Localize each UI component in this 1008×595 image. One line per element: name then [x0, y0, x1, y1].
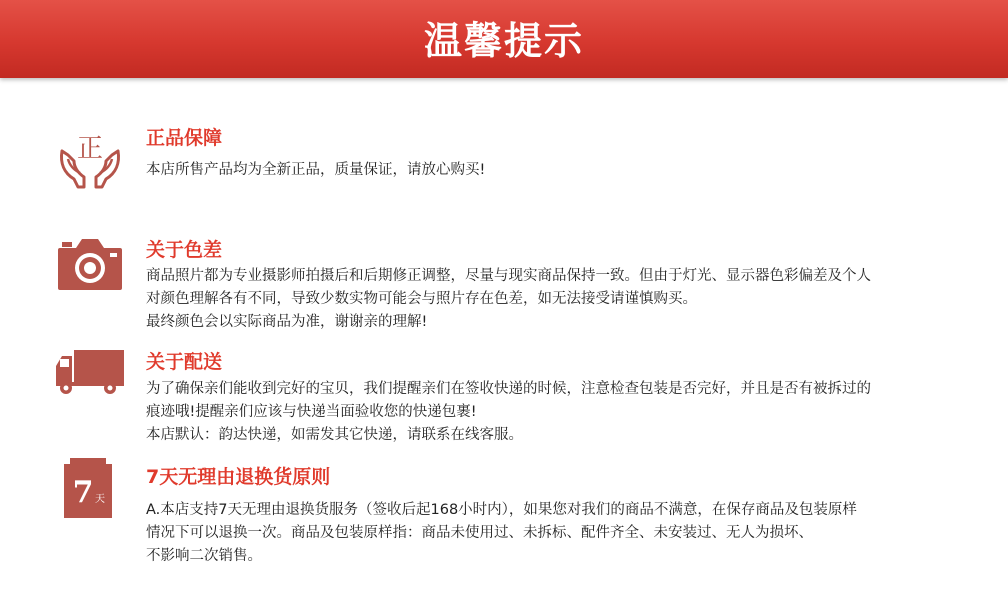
body-line: 不影响二次销售。	[146, 548, 262, 564]
truck-icon	[52, 340, 128, 400]
section-body	[146, 159, 984, 182]
body-line: 商品照片都为专业摄影师拍摄后和后期修正调整，尽量与现实商品保持一致。但由于灯光、显示器色彩偏差及个人	[146, 268, 871, 284]
section-body	[146, 265, 984, 334]
seven-day-calendar-icon	[60, 456, 116, 522]
body-line: 痕迹哦!提醒亲们应该与快递当面验收您的快递包裹!	[146, 404, 477, 420]
body-line: 最终颜色会以实际商品为准，谢谢亲的理解!	[146, 314, 428, 330]
authentic-hands-icon	[52, 121, 128, 197]
header-banner	[0, 0, 1008, 78]
svg-text:正: 正	[76, 134, 104, 164]
body-line: 情况下可以退换一次。商品及包装原样指：商品未使用过、未拆标、配件齐全、未安装过、无人为损坏、	[146, 525, 813, 541]
body-line: 本店所售产品均为全新正品，质量保证，请放心购买!	[146, 162, 486, 178]
body-line: 本店默认：韵达快递，如需发其它快递，请联系在线客服。	[146, 427, 523, 443]
section-title: 关于配送	[146, 351, 223, 373]
body-line: A.本店支持7天无理由退换货服务（签收后起168小时内），如果您对我们的商品不满意，在保存商品及包装原样	[146, 502, 857, 518]
section-title: 关于色差	[146, 239, 223, 261]
svg-text:7: 7	[72, 475, 94, 510]
body-line: 对颜色理解各有不同，导致少数实物可能会与照片存在色差，如无法接受请谨慎购买。	[146, 291, 697, 307]
page-title: 温馨提示	[423, 18, 584, 63]
section-body	[146, 499, 984, 568]
section-body	[146, 378, 984, 447]
section-title: 正品保障	[146, 127, 223, 149]
section-title: 7天无理由退换货原则	[146, 466, 331, 488]
svg-text:天: 天	[95, 494, 105, 505]
body-line: 为了确保亲们能收到完好的宝贝，我们提醒亲们在签收快递的时候，注意检查包装是否完好，并且是否有被拆过的	[146, 381, 871, 397]
camera-icon	[52, 228, 128, 298]
